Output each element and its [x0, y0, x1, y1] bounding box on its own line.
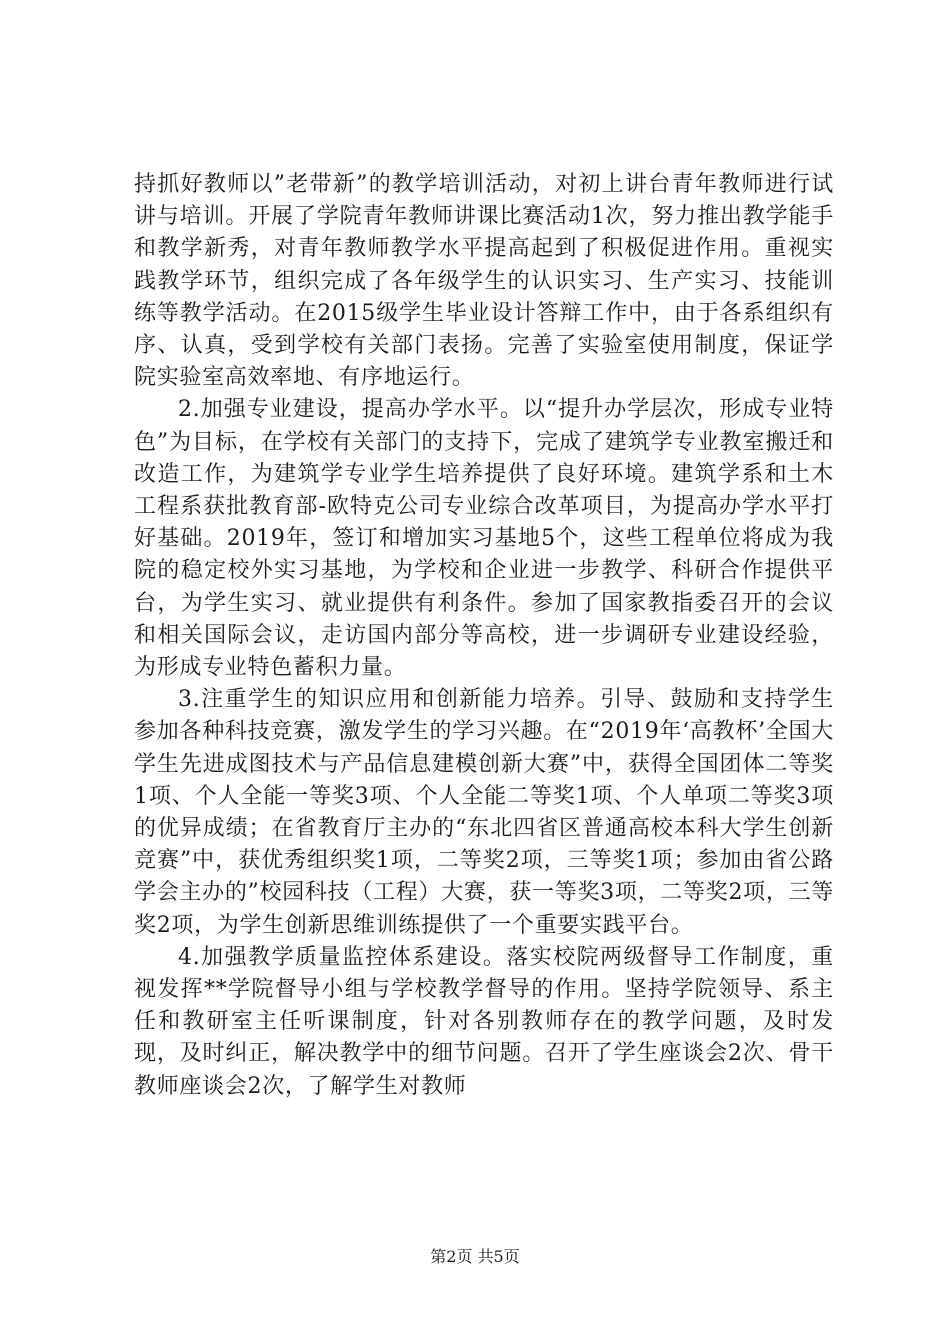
paragraph-3: 3.注重学生的知识应用和创新能力培养。引导、鼓励和支持学生参加各种科技竞赛，激发学生的学习兴趣。在“2019年‘高教杯’全国大学生先进成图技术与产品信息建模创新大赛”中，获得全国团体二等奖1项、个人全能一等奖3项、个人全能二等奖1项、个人单项二等奖3项的优异成绩；在省教育厅主办的“东北四省区普通高校本科大学生创新竞赛”中，获优秀组织奖1项，二等奖2项，三等奖1项；参加由省公路学会主办的”校园科技（工程）大赛，获一等奖3项，二等奖2项，三等奖2项，为学生创新思维训练提供了一个重要实践平台。	[134, 687, 834, 938]
paragraph-4: 4.加强教学质量监控体系建设。落实校院两级督导工作制度，重视发挥**学院督导小组与学校教学督导的作用。坚持学院领导、系主任和教研室主任听课制度，针对各别教师存在的教学问题，及时发现，及时纠正，解决教学中的细节问题。召开了学生座谈会2次、骨干教师座谈会2次，了解学生对教师	[134, 944, 834, 1099]
paragraph-2: 2.加强专业建设，提高办学水平。以“提升办学层次，形成专业特色”为目标，在学校有关部门的支持下，完成了建筑学专业教室搬迁和改造工作，为建筑学专业学生培养提供了良好环境。建筑学系和土木工程系获批教育部-欧特克公司专业综合改革项目，为提高办学水平打好基础。2019年，签订和增加实习基地5个，这些工程单位将成为我院的稳定校外实习基地，为学校和企业进一步教学、科研合作提供平台，为学生实习、就业提供有利条件。参加了国家教指委召开的会议和相关国际会议，走访国内部分等高校，进一步调研专业建设经验，为形成专业特色蓄积力量。	[134, 397, 834, 681]
paragraph-continuation: 持抓好教师以”老带新”的教学培训活动，对初上讲台青年教师进行试讲与培训。开展了学院青年教师讲课比赛活动1次，努力推出教学能手和教学新秀，对青年教师教学水平提高起到了积极促进作用。重视实践教学环节，组织完成了各年级学生的认识实习、生产实习、技能训练等教学活动。在2015级学生毕业设计答辩工作中，由于各系组织有序、认真，受到学校有关部门表扬。完善了实验室使用制度，保证学院实验室高效率地、有序地运行。	[134, 172, 834, 391]
page-footer: 第2页 共5页	[430, 1247, 520, 1266]
document-body	[134, 169, 834, 1103]
